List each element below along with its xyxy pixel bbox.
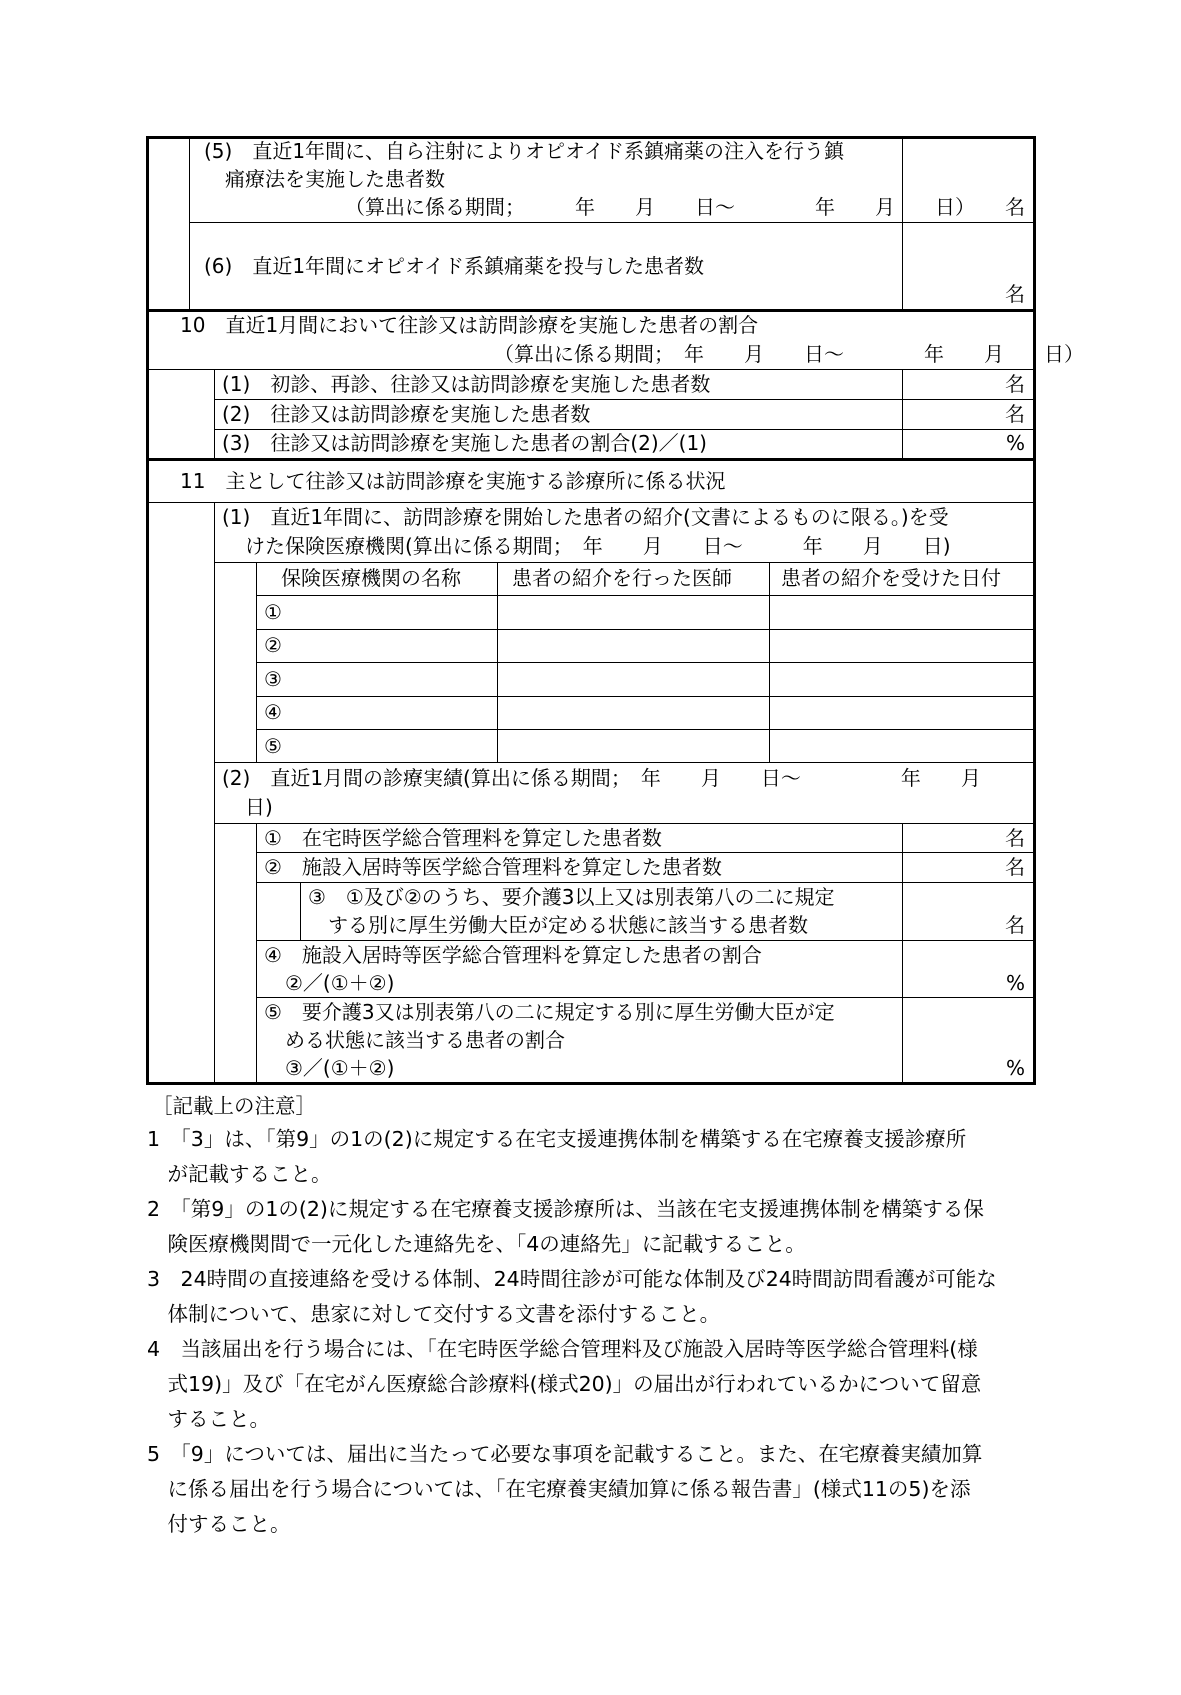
unit-percent: % [1005,1056,1025,1080]
sec10-row-label: (3) 往診又は訪問診療を実施した患者の割合(2)／(1) [222,431,707,455]
note-line: 険医療機関間で一元化した連絡先を、「4の連絡先」に記載すること。 [147,1232,806,1256]
item2-row-label-cont: める状態に該当する患者の割合 [285,1028,565,1052]
item2-row-label: ④ 施設入居時等医学総合管理料を算定した患者の割合 [264,943,762,967]
item5-label: (5) 直近1年間に、自ら注射によりオピオイド系鎮痛薬の注入を行う鎮 [204,139,845,163]
sec11-title: 11 主として往診又は訪問診療を実施する診療所に係る状況 [180,469,726,493]
note-line: に係る届出を行う場合については、「在宅療養実績加算に係る報告書」(様式11の5)を添 [147,1477,971,1501]
referral-row-number: ④ [264,700,282,724]
item5-period: （算出に係る期間； 年 月 日～ 年 月 日） [345,195,975,219]
item2-row-label: ⑤ 要介護3又は別表第八の二に規定する別に厚生労働大臣が定 [264,1000,835,1024]
unit-percent: % [1005,971,1025,995]
referral-row-number: ③ [264,667,282,691]
note-line: 4 当該届出を行う場合には、「在宅時医学総合管理料及び施設入居時等医学総合管理料(様 [147,1337,978,1361]
referral-header: 保険医療機関の名称 [281,566,461,590]
sec11-item2-label-cont: 日) [245,795,273,819]
referral-row-number: ① [264,600,282,624]
note-line: 2 「第9」の1の(2)に規定する在宅療養支援診療所は、当該在宅支援連携体制を構築する保 [147,1197,984,1221]
sec10-row-label: (2) 往診又は訪問診療を実施した患者数 [222,402,591,426]
unit-persons: 名 [1005,913,1025,937]
referral-header: 患者の紹介を行った医師 [512,566,732,590]
notes-heading: ［記載上の注意］ [152,1094,316,1118]
sec10-period: （算出に係る期間； 年 月 日～ 年 月 日） [494,342,1084,366]
note-line: 3 24時間の直接連絡を受ける体制、24時間往診が可能な体制及び24時間訪問看護が可能な [147,1267,997,1291]
unit-persons: 名 [1005,195,1025,219]
unit-persons: 名 [1005,826,1025,850]
note-line: 体制について、患家に対して交付する文書を添付すること。 [147,1302,721,1326]
note-line: 1 「3」は、「第9」の1の(2)に規定する在宅支援連携体制を構築する在宅療養支援診療所 [147,1127,967,1151]
note-line: 付すること。 [147,1512,291,1536]
item5-label-cont: 痛療法を実施した患者数 [225,167,445,191]
unit-percent: % [1005,431,1025,455]
note-line: 5 「9」については、届出に当たって必要な事項を記載すること。また、在宅療養実績加算 [147,1442,983,1466]
item2-row-formula: ②／(①＋②) [285,971,395,995]
sec10-row-label: (1) 初診、再診、往診又は訪問診療を実施した患者数 [222,372,711,396]
item2-row-formula: ③／(①＋②) [285,1056,395,1080]
item2-row-label: ② 施設入居時等医学総合管理料を算定した患者数 [264,855,722,879]
note-line: すること。 [147,1407,270,1431]
unit-persons: 名 [1005,402,1025,426]
unit-persons: 名 [1005,372,1025,396]
referral-row-number: ② [264,633,282,657]
item2-row-label: ① 在宅時医学総合管理料を算定した患者数 [264,826,662,850]
referral-header: 患者の紹介を受けた日付 [781,566,1001,590]
unit-persons: 名 [1005,282,1025,306]
referral-row-number: ⑤ [264,734,282,758]
note-line: が記載すること。 [147,1162,332,1186]
sec10-title: 10 直近1月間において往診又は訪問診療を実施した患者の割合 [180,313,759,337]
sec11-item1-label: (1) 直近1年間に、訪問診療を開始した患者の紹介(文書によるものに限る。)を受 [222,505,949,529]
note-line: 式19)」及び「在宅がん医療総合診療料(様式20)」の届出が行われているかについて留意 [147,1372,982,1396]
sec11-item2-label: (2) 直近1月間の診療実績(算出に係る期間； 年 月 日～ 年 月 [222,766,981,790]
sec11-item1-label-cont: けた保険医療機関(算出に係る期間； 年 月 日～ 年 月 日) [245,534,951,558]
item6-label: (6) 直近1年間にオピオイド系鎮痛薬を投与した患者数 [204,254,705,278]
item2-row-label-cont: する別に厚生労働大臣が定める状態に該当する患者数 [308,913,808,937]
unit-persons: 名 [1005,855,1025,879]
item2-row-label: ③ ①及び②のうち、要介護3以上又は別表第八の二に規定 [308,885,835,909]
